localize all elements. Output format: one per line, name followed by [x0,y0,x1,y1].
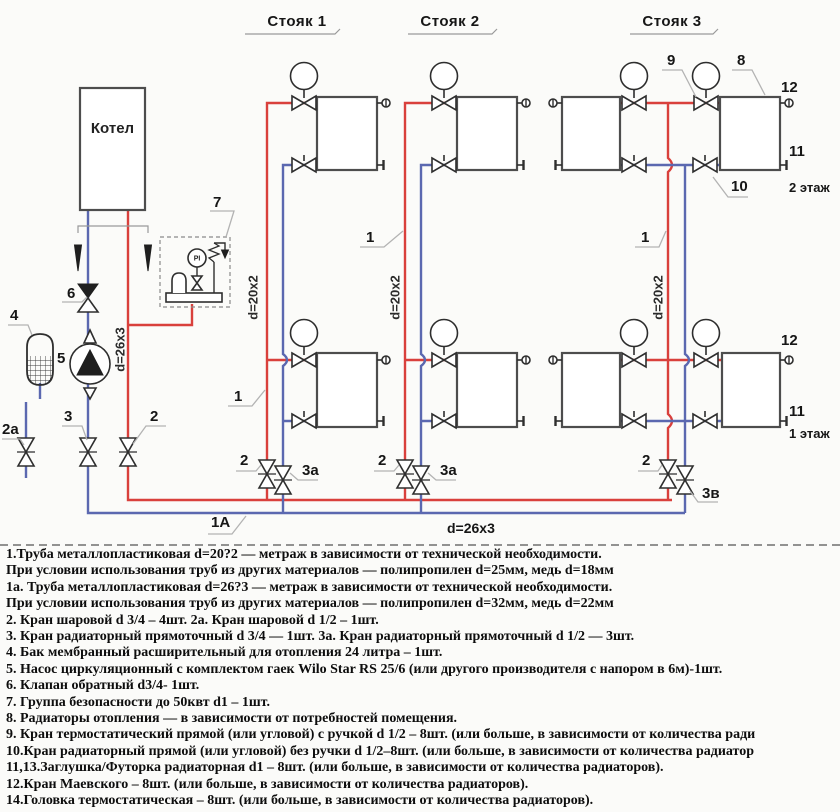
pipe-dim-supply-vertical: d=26х3 [112,327,128,372]
legend-line: 1.Труба металлопластиковая d=20?2 — метраж в зависимости от технической необходимости. [6,547,602,562]
radiators [317,97,780,427]
legend-line: 7. Группа безопасности до 50квт d1 – 1шт. [6,694,271,710]
riser-title-3: Стояк 3 [642,13,702,30]
radiator [562,353,620,427]
legend-line: 1а. Труба металлопластиковая d=26?3 — метраж в зависимости от технической необходимости. [6,579,613,595]
radiator [317,97,377,170]
boiler [80,88,145,210]
safety-group [160,237,230,307]
callout-1-riser1: 1 [234,388,243,405]
pipe-dim-riser3: d=20х2 [650,275,666,320]
legend-line: 3. Кран радиаторный прямоточный d 3/4 — 1шт. 3а. Кран радиаторный прямоточный d 1/2 — 3шт. [6,629,635,645]
ball-valve-icon [258,460,276,488]
callout-11-floor2: 11 [789,143,805,160]
riser-title-2: Стояк 2 [420,13,480,30]
callout-6: 6 [67,285,76,302]
air-vent-icon [172,273,186,293]
pipe-dim-supply-bottom: d=26х3 [447,520,495,536]
callout-2-riser1: 2 [240,452,249,469]
radiator [720,97,780,170]
thermostatic-valve-icon [291,63,318,111]
callout-4: 4 [10,307,19,324]
callout-3: 3 [64,408,73,425]
legend-line: 12.Кран Маевского – 8шт. (или больше, в зависимости от количества радиаторов). [6,776,529,792]
callout-9: 9 [667,52,676,69]
mayevsky-valve-icon [517,99,530,108]
pipe-dim-riser1: d=20х2 [245,275,261,320]
boiler-label: Котел [90,120,135,137]
callout-5: 5 [57,350,66,367]
callout-10: 10 [731,178,748,195]
return-valve-icon [622,411,646,428]
legend-line: 9. Кран термостатический прямой (или угловой) с ручкой d 1/2 – 8шт. (или больше, в зависимости от количества ради [6,727,756,743]
callout-3a-riser2: 3а [440,462,457,479]
ball-valve-icon [412,466,430,494]
ball-valve-icon [396,460,414,488]
thermostatic-valve-icon [693,63,720,111]
callout-8: 8 [737,52,746,69]
callout-1-riser2: 1 [366,229,375,246]
radiator [457,97,517,170]
return-valve-icon [292,411,316,428]
legend-line: 2. Кран шаровой d 3/4 – 4шт. 2а. Кран шаровой d 1/2 – 1шт. [6,612,379,628]
callout-2-riser3: 2 [642,452,651,469]
return-valve-icon [622,155,646,172]
ball-valve-icon [274,466,292,494]
radiator [562,97,620,170]
mayevsky-valve-icon [549,356,562,365]
legend-line: 6. Клапан обратный d3/4- 1шт. [6,678,200,694]
thermostatic-valve-icon [431,320,458,368]
mayevsky-valve-icon [517,356,530,365]
pump-icon [70,330,110,399]
ball-valves [17,438,694,494]
callout-7: 7 [213,194,222,211]
expansion-tank-icon [27,334,53,385]
floor2-label: 2 этаж [789,180,830,195]
mayevsky-valve-icon [377,356,390,365]
mayevsky-valve-icon [377,99,390,108]
gauge-label: PI [193,255,201,263]
ball-valve-icon [659,460,677,488]
pipe-dim-riser2: d=20х2 [387,275,403,320]
thermostatic-valve-icon [621,320,648,368]
callout-12-floor2: 12 [781,79,798,96]
ball-valve-icon [79,438,97,466]
radiator [722,353,780,427]
legend-line: При условии использования труб из других материалов — полипропилен d=32мм, медь d=22мм [6,596,614,612]
riser-title-1: Стояк 1 [267,13,327,30]
check-valve-icon [78,284,98,312]
callout-2-boiler: 2 [150,408,159,425]
return-valve-icon [432,155,456,172]
return-valve-icon [432,411,456,428]
callout-2a: 2а [2,421,19,438]
legend-line: 10.Кран радиаторный прямой (или угловой) без ручки d 1/2–8шт. (или больше, в зависимости от количества радиатор [6,743,755,759]
callout-12-floor1: 12 [781,332,798,349]
safety-valve-icon [209,243,229,293]
mayevsky-valve-icon [549,99,562,108]
callout-1a: 1А [211,514,231,531]
legend-line: При условии использования труб из других материалов — полипропилен d=25мм, медь d=18мм [6,563,614,579]
legend-line: 5. Насос циркуляционный с комплектом гаек Wilo Star RS 25/6 (или другого производителя с напором в 6м)-1шт. [6,661,723,677]
callout-11-floor1: 11 [789,403,805,420]
mayevsky-valve-icon [780,356,793,365]
ball-valve-icon [17,438,35,466]
callout-3a-riser1: 3а [302,462,319,479]
legend-line: 14.Головка термостатическая – 8шт. (или больше, в зависимости от количества радиаторов). [6,793,594,809]
callout-3v-riser3: 3в [702,485,720,502]
return-valve-icon [693,155,717,172]
parts-legend [0,547,840,810]
thermostatic-valve-icon [621,63,648,111]
radiator [317,353,377,427]
legend-line: 8. Радиаторы отопления — в зависимости от потребностей помещения. [6,711,458,727]
flow-direction-arrows [75,226,152,271]
return-valve-icon [693,411,717,428]
thermostatic-valve-icon [291,320,318,368]
thermostatic-valve-icon [431,63,458,111]
mayevsky-valve-icon [780,99,793,108]
callout-2-riser2: 2 [378,452,387,469]
floor1-label: 1 этаж [789,426,830,441]
ball-valve-icon [676,466,694,494]
thermostatic-valve-icon [693,320,720,368]
return-valve-icon [292,155,316,172]
callout-1-riser3: 1 [641,229,650,246]
legend-line: 11,13.Заглушка/Футорка радиаторная d1 – 8шт. (или больше, в зависимости от количества радиаторов). [6,760,664,776]
radiator [457,353,517,427]
legend-line: 4. Бак мембранный расширительный для отопления 24 литра – 1шт. [6,645,443,661]
